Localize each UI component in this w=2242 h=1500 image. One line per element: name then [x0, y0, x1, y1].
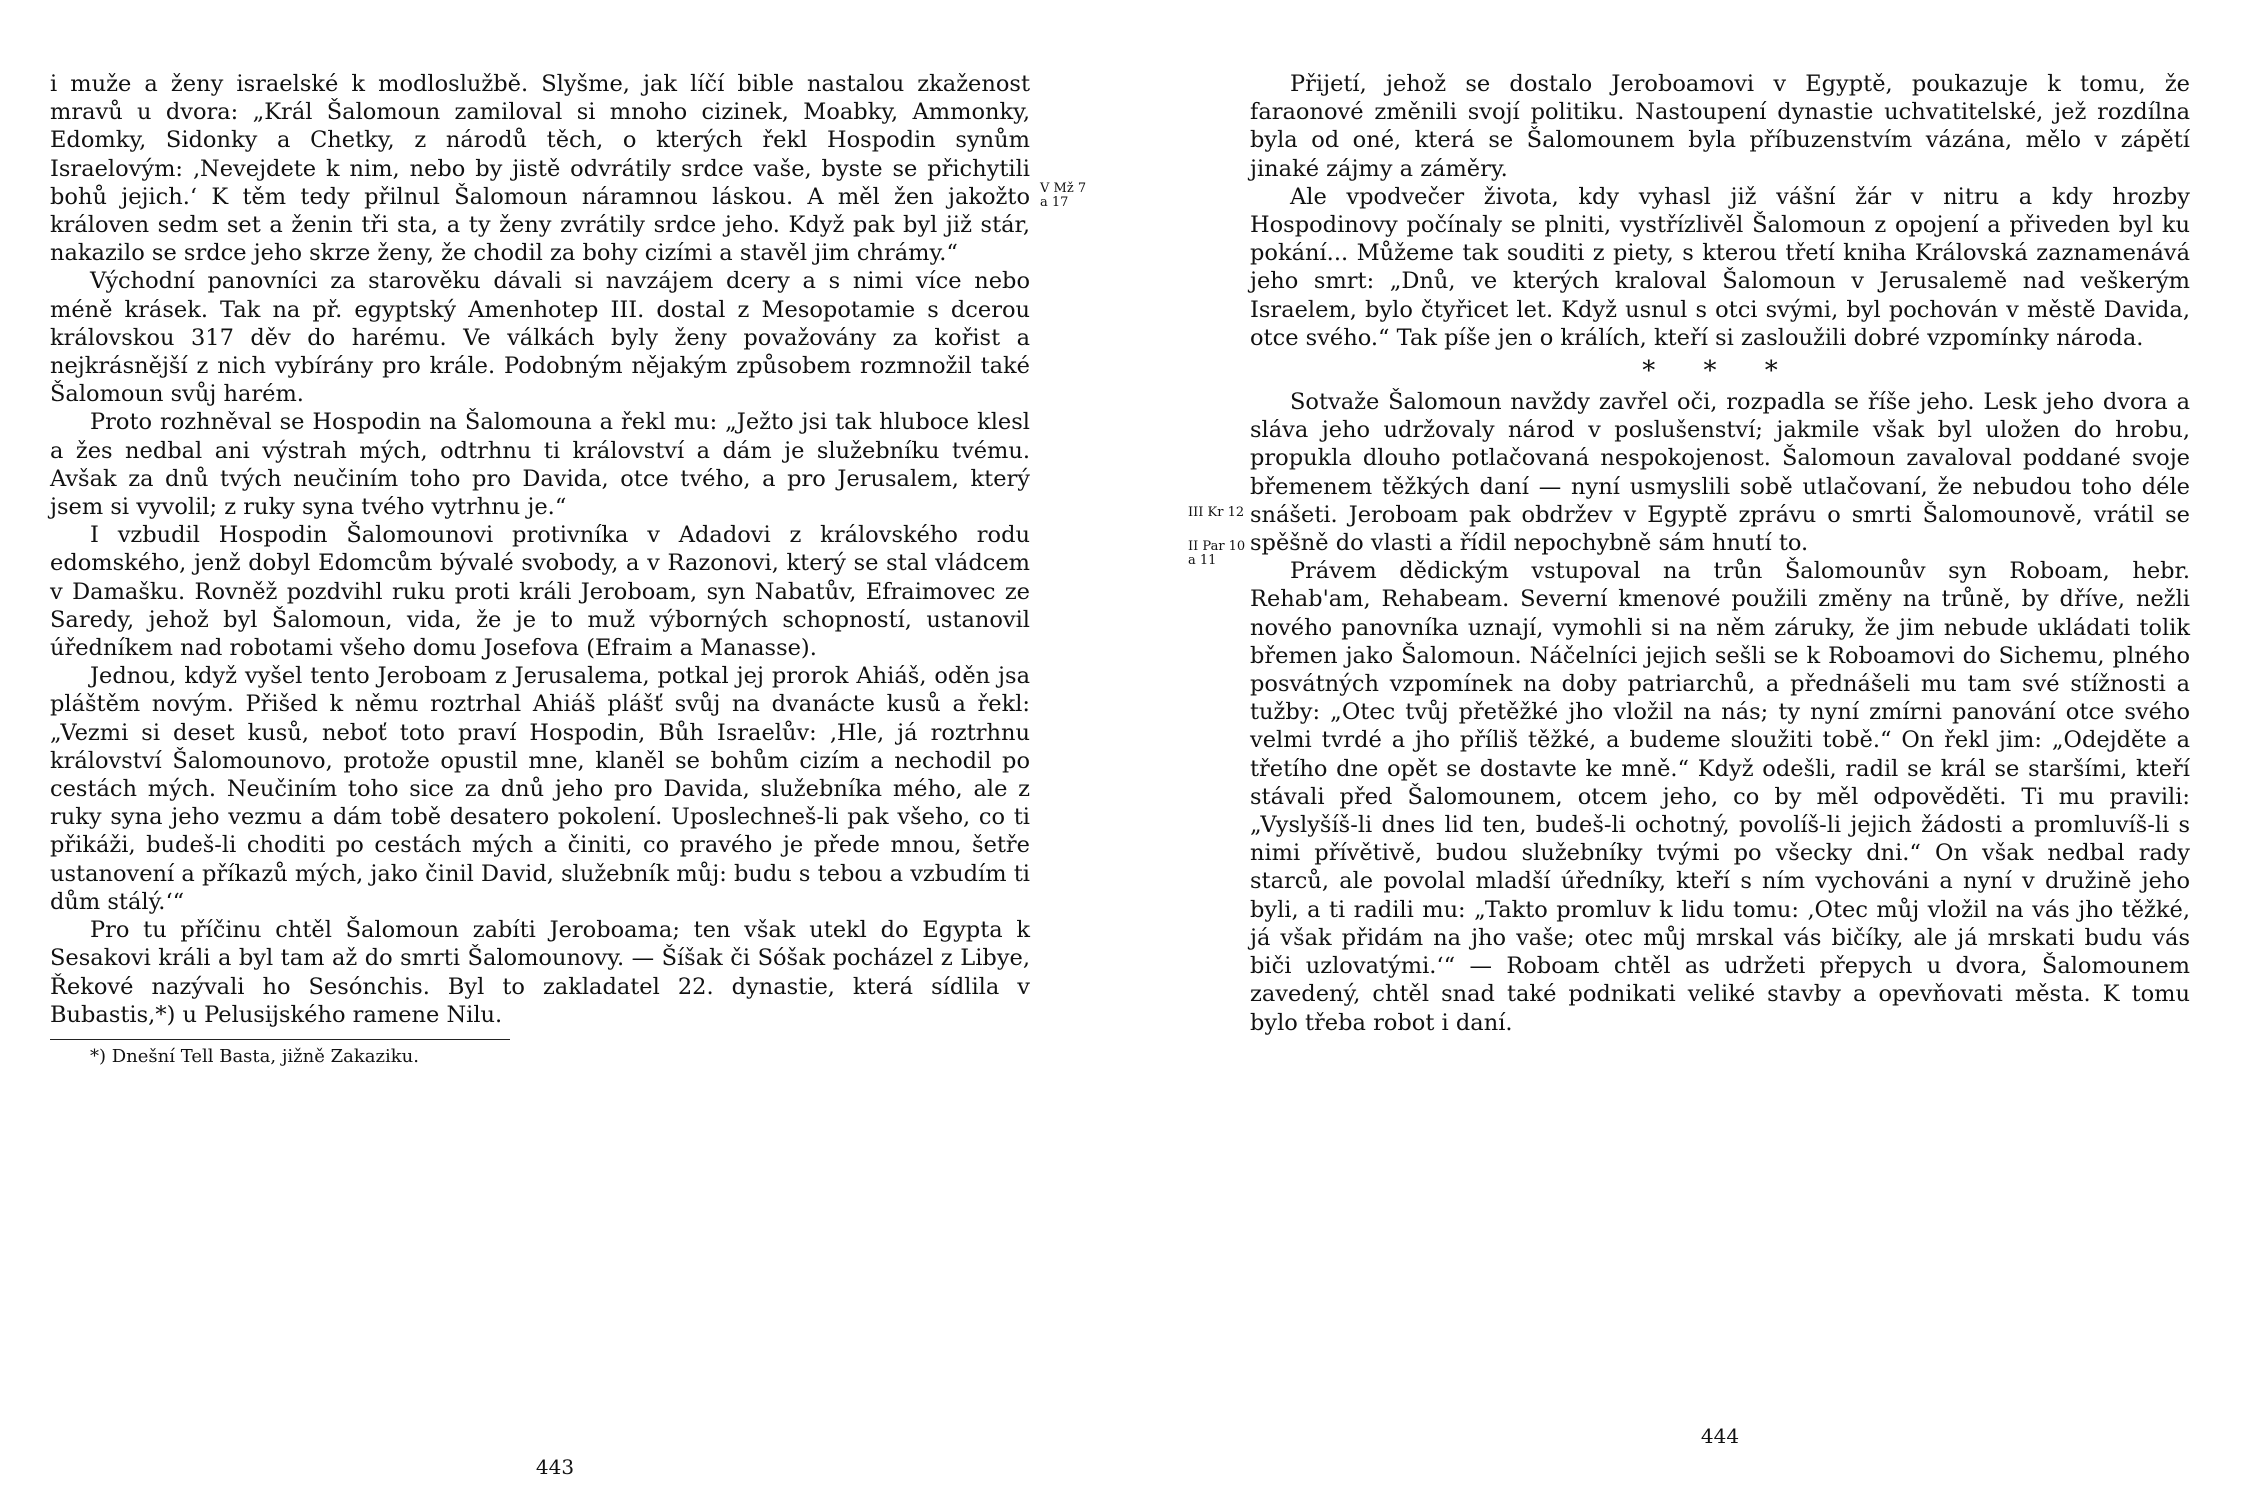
paragraph: Pro tu příčinu chtěl Šalomoun zabíti Jeroboama; ten však utekl do Egypta k Sesakovi králi a byl tam až do smrti Šalomounovy. — Šíšak či Sóšak pocházel z Libye, Řekové nazývali ho Sesónchis. Byl to zakladatel 22. dynastie, která sídlila v Bubastis,*) u Pelusijského ramene Nilu. [50, 917, 1030, 1028]
footnote: *) Dnešní Tell Basta, jižně Zakaziku. [90, 1045, 419, 1067]
paragraph: Ale vpodvečer života, kdy vyhasl již vášní žár v nitru a kdy hrozby Hospodinovy počínaly se plniti, vystřízlivěl Šalomoun z opojení a přiveden byl ku pokání... Můžeme tak souditi z piety, s kterou třetí kniha Královská zaznamenává jeho smrt: „Dnů, ve kterých kraloval Šalomoun v Jerusalemě nad veškerým Israelem, bylo čtyřicet let. Když usnul s otci svými, byl pochován v městě Davida, otce svého.“ Tak píše jen o králích, kteří si zasloužili dobré vzpomínky národa. [1250, 183, 2190, 351]
paragraph: Východní panovníci za starověku dávali si navzájem dcery a s nimi více nebo méně krásek. Tak na př. egyptský Amenhotep III. dostal z Mesopotamie s dcerou královskou 317 děv do harému. Ve válkách byly ženy považovány za kořist a nejkrásnější z nich vybírány pro krále. Podobným nějakým způsobem rozmnožil také Šalomoun svůj harém. [50, 268, 1030, 408]
paragraph: Proto rozhněval se Hospodin na Šalomouna a řekl mu: „Ježto jsi tak hluboce klesl a žes nedbal ani výstrah mých, odtrhnu ti království a dám je služebníku tvému. Avšak za dnů tvých neučiním toho pro Davida, otce tvého, a pro Jerusalem, který jsem si vyvolil; z ruky syna tvého vytrhnu je.“ [50, 409, 1030, 521]
left-page-text [50, 70, 1030, 1029]
paragraph: Jednou, když vyšel tento Jeroboam z Jerusalema, potkal jej prorok Ahiáš, oděn jsa pláštěm novým. Přišed k němu roztrhal Ahiáš plášť svůj na dvanácte kusů a řekl: „Vezmi si deset kusů, neboť toto praví Hospodin, Bůh Israelův: ‚Hle, já roztrhnu království Šalomounovo, protože opustil mne, klaněl se bohům cizím a nechodil po cestách mých. Neučiním toho sice za dnů jeho pro Davida, služebníka mého, ale z ruky syna jeho vezmu a dám tobě desatero pokolení. Uposlechneš-li pak všeho, co ti přikáži, budeš-li choditi po cestách mých a činiti, co pravého je přede mnou, šetře ustanovení a příkazů mých, jako činil David, služebník můj: budu s tebou a vzbudím ti dům stálý.‘“ [50, 663, 1030, 915]
paragraph: i muže a ženy israelské k modloslužbě. Slyšme, jak líčí bible nastalou zkaženost mravů u dvora: „Král Šalomoun zamiloval si mnoho cizinek, Moabky, Ammonky, Edomky, Sidonky a Chetky, z národů těch, o kterých řekl Hospodin synům Israelovým: ‚Nevejdete k nim, nebo by jistě odvrátily srdce vaše, byste se přichytili bohů jejich.‘ K těm tedy přilnul Šalomoun náramnou láskou. A měl žen jakožto královen sedm set a ženin tři sta, a ty ženy zvrátily srdce jeho. Když pak byl již stár, nakazilo se srdce jeho skrze ženy, že chodil za bohy cizími a stavěl jim chrámy.“ [50, 71, 1030, 267]
right-page-text [1250, 70, 2190, 1037]
left-page [50, 70, 1087, 1068]
page-number-right: 444 [1700, 1424, 1740, 1448]
paragraph: Sotvaže Šalomoun navždy zavřel oči, rozpadla se říše jeho. Lesk jeho dvora a sláva jeho udržovaly národ v poslušenství; jakmile však byl uložen do hrobu, propukla dlouho potlačovaná nespokojenost. Šalomoun zavaloval poddané svoje břemenem těžkých daní — nyní usmyslili sobě utlačovaní, že nebudou toho déle snášeti. Jeroboam pak obdržev v Egyptě zprávu o smrti Šalomounově, vrátil se spěšně do vlasti a řídil nepochybně sám hnutí to. [1250, 389, 2190, 557]
page-number-left: 443 [535, 1455, 575, 1479]
footnote-rule [50, 1039, 510, 1040]
paragraph: Právem dědickým vstupoval na trůn Šalomounův syn Roboam, hebr. Rehab'am, Rehabeam. Severní kmenové použili změny na trůně, by dříve, nežli nového panovníka uznají, vymohli si na něm záruky, že jim nebude ukládati tolik břemen jako Šalomoun. Náčelníci jejich sešli se k Roboamovi do Sichemu, plného posvátných vzpomínek na doby patriarchů, a přednášeli mu tam své stížnosti a tužby: „Otec tvůj přetěžké jho vložil na nás; ty nyní zmírni panování otce svého velmi tvrdé a jho příliš těžké, a budeme sloužiti tobě.“ On řekl jim: „Odejděte a třetího dne opět se dostavte ke mně.“ Když odešli, radil se král se staršími, kteří stávali před Šalomounem, otcem jeho, co by měl odpověděti. Ti mu pravili: „Vyslyšíš-li dnes lid ten, budeš-li ochotný, povolíš-li jejich žádosti a promluvíš-li s nimi přívětivě, budou služebníky tvými po všecky dni.“ On však nedbal rady starců, ale povolal mladší úředníky, kteří s ním vychováni a nyní v družině jeho byli, a ti radili mu: „Takto promluv k lidu tomu: ‚Otec můj vložil na vás jho těžké, já však přidám na jho vaše; otec můj mrskal vás bičíky, ale já mrskati budu vás biči uzlovatými.‘“ — Roboam chtěl as udržeti přepych u dvora, Šalomounem zavedený, chtěl snad také podnikati veliké stavby a opevňovati města. K tomu bylo třeba robot i daní. [1250, 558, 2190, 1036]
section-separator: * * * [1642, 356, 1798, 387]
margin-note: II Par 10 a 11 [1188, 539, 1246, 568]
margin-note: III Kr 12 [1188, 505, 1245, 520]
margin-note: V Mž 7 a 17 [1040, 181, 1087, 210]
right-page [1250, 70, 2190, 1037]
paragraph: I vzbudil Hospodin Šalomounovi protivníka v Adadovi z královského rodu edomského, jenž dobyl Edomcům bývalé svobody, a v Razonovi, který se stal vládcem v Damašku. Rovněž pozdvihl ruku proti králi Jeroboam, syn Nabatův, Efraimovec ze Saredy, jehož byl Šalomoun, vida, že je to muž výborných schopností, ustanovil úředníkem nad robotami všeho domu Josefova (Efraim a Manasse). [50, 522, 1030, 662]
paragraph: Přijetí, jehož se dostalo Jeroboamovi v Egyptě, poukazuje k tomu, že faraonové změnili svojí politiku. Nastoupení dynastie uchvatitelské, jež rozdílna byla od oné, která se Šalomounem byla příbuzenstvím vázána, mělo v zápětí jinaké zájmy a záměry. [1250, 71, 2190, 182]
